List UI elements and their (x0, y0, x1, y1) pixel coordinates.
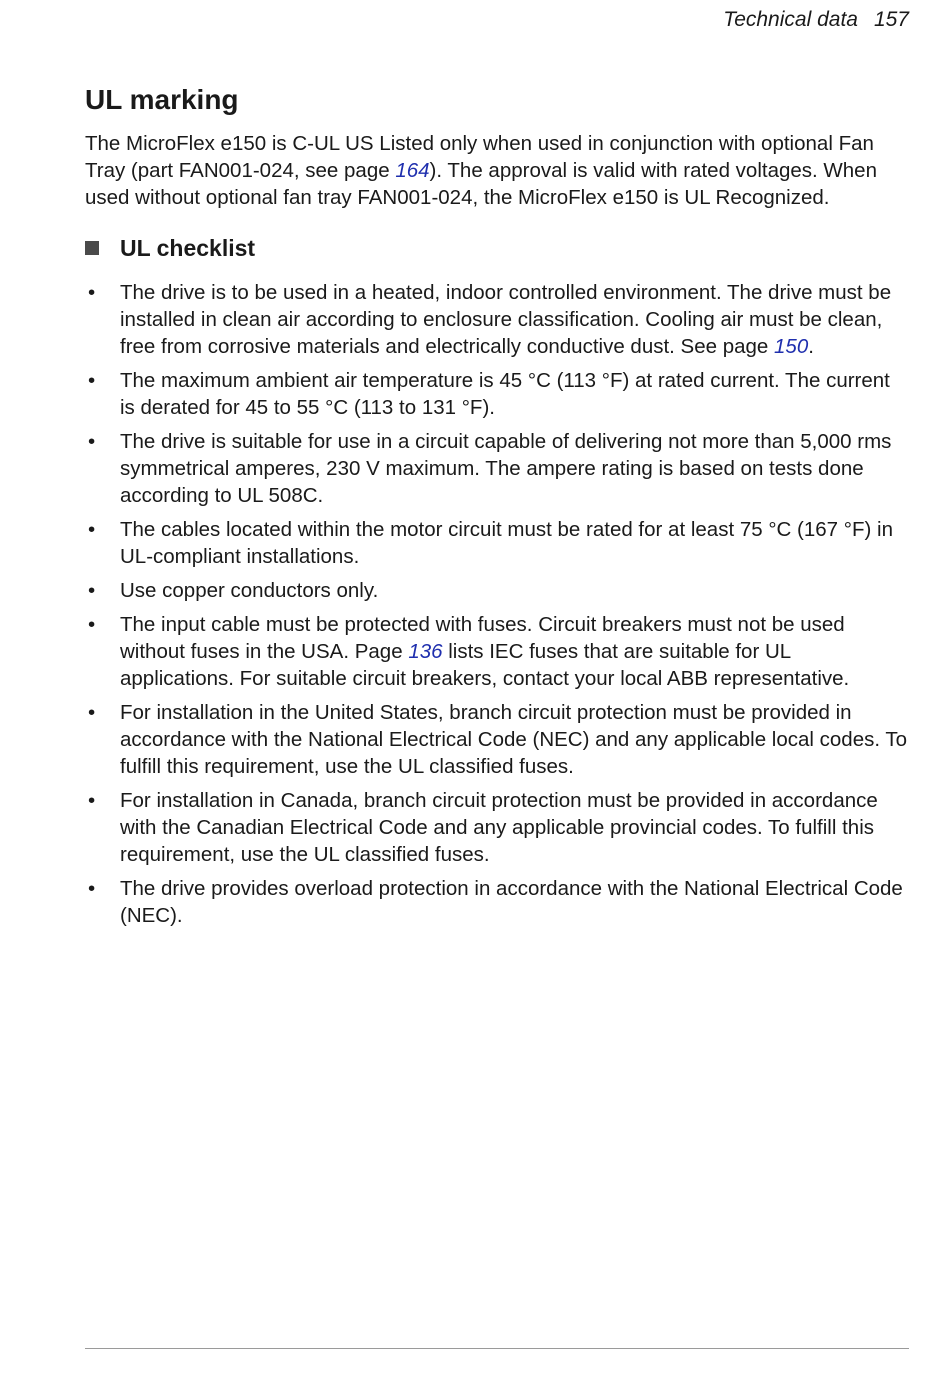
section-title: UL marking (85, 84, 239, 115)
page-link-164[interactable]: 164 (395, 159, 430, 182)
checklist-item-text: The input cable must be protected with fuses. Circuit breakers must not be used without fuses in the USA. Page (120, 613, 845, 663)
checklist-item-text: For installation in the United States, branch circuit protection must be provided in accordance with the National Electrical Code (NEC) and any applicable local codes. To fulfill this requirement, use the UL classified fuses. (120, 701, 908, 778)
intro-paragraph (85, 130, 910, 211)
checklist-item-text: The maximum ambient air temperature is 45 °C (113 °F) at rated current. The current is derated for 45 to 55 °C (113 to 131 °F). (120, 369, 890, 419)
bullet-icon: • (88, 701, 96, 724)
checklist-item (85, 367, 910, 421)
checklist-item-text-after: lists IEC fuses that are suitable for UL applications. For suitable circuit breakers, contact your local ABB representative. (120, 640, 850, 690)
running-header-section: Technical data (723, 8, 858, 31)
bullet-icon: • (88, 281, 96, 304)
page-link-150[interactable]: 150 (774, 335, 809, 358)
checklist (85, 279, 910, 929)
checklist-item-text: Use copper conductors only. (120, 579, 379, 602)
bullet-icon: • (88, 518, 96, 541)
checklist-heading (85, 231, 910, 265)
checklist-item-text-after: . (808, 335, 814, 358)
checklist-item (85, 516, 910, 570)
checklist-item (85, 875, 910, 929)
bullet-icon: • (88, 579, 96, 602)
checklist-item-text: The drive is to be used in a heated, indoor controlled environment. The drive must be installed in clean air according to enclosure classification. Cooling air must be clean, free from corrosive materials and electrically conductive dust. See page (120, 281, 892, 358)
checklist-item-text: For installation in Canada, branch circuit protection must be provided in accordance with the Canadian Electrical Code and any applicable provincial codes. To fulfill this requirement, use the UL classified fuses. (120, 789, 878, 866)
bullet-icon: • (88, 613, 96, 636)
intro-text-before: The MicroFlex e150 is C-UL US Listed only when used in conjunction with optional Fan Tray (part FAN001-024, see page (85, 132, 874, 182)
footer-divider (85, 1348, 909, 1349)
page-number: 157 (873, 8, 909, 31)
checklist-item (85, 787, 910, 868)
intro-text-after: ). The approval is valid with rated voltages. When used without optional fan tray FAN001-024, the MicroFlex e150 is UL Recognized. (85, 159, 877, 209)
checklist-item (85, 428, 910, 509)
bullet-icon: • (88, 877, 96, 900)
checklist-item (85, 611, 910, 692)
checklist-item-text: The drive is suitable for use in a circuit capable of delivering not more than 5,000 rms symmetrical amperes, 230 V maximum. The ampere rating is based on tests done according to UL 508C. (120, 430, 892, 507)
bullet-icon: • (88, 789, 96, 812)
checklist-item (85, 577, 910, 604)
page-link-136[interactable]: 136 (408, 640, 443, 663)
checklist-item (85, 279, 910, 360)
checklist-item (85, 699, 910, 780)
square-bullet-icon (85, 241, 99, 255)
checklist-item-text: The cables located within the motor circuit must be rated for at least 75 °C (167 °F) in UL-compliant installations. (120, 518, 893, 568)
bullet-icon: • (88, 369, 96, 392)
running-header (723, 8, 909, 32)
checklist-item-text: The drive provides overload protection in accordance with the National Electrical Code (NEC). (120, 877, 903, 927)
bullet-icon: • (88, 430, 96, 453)
checklist-heading-label: UL checklist (120, 235, 256, 261)
page-content (85, 80, 910, 936)
